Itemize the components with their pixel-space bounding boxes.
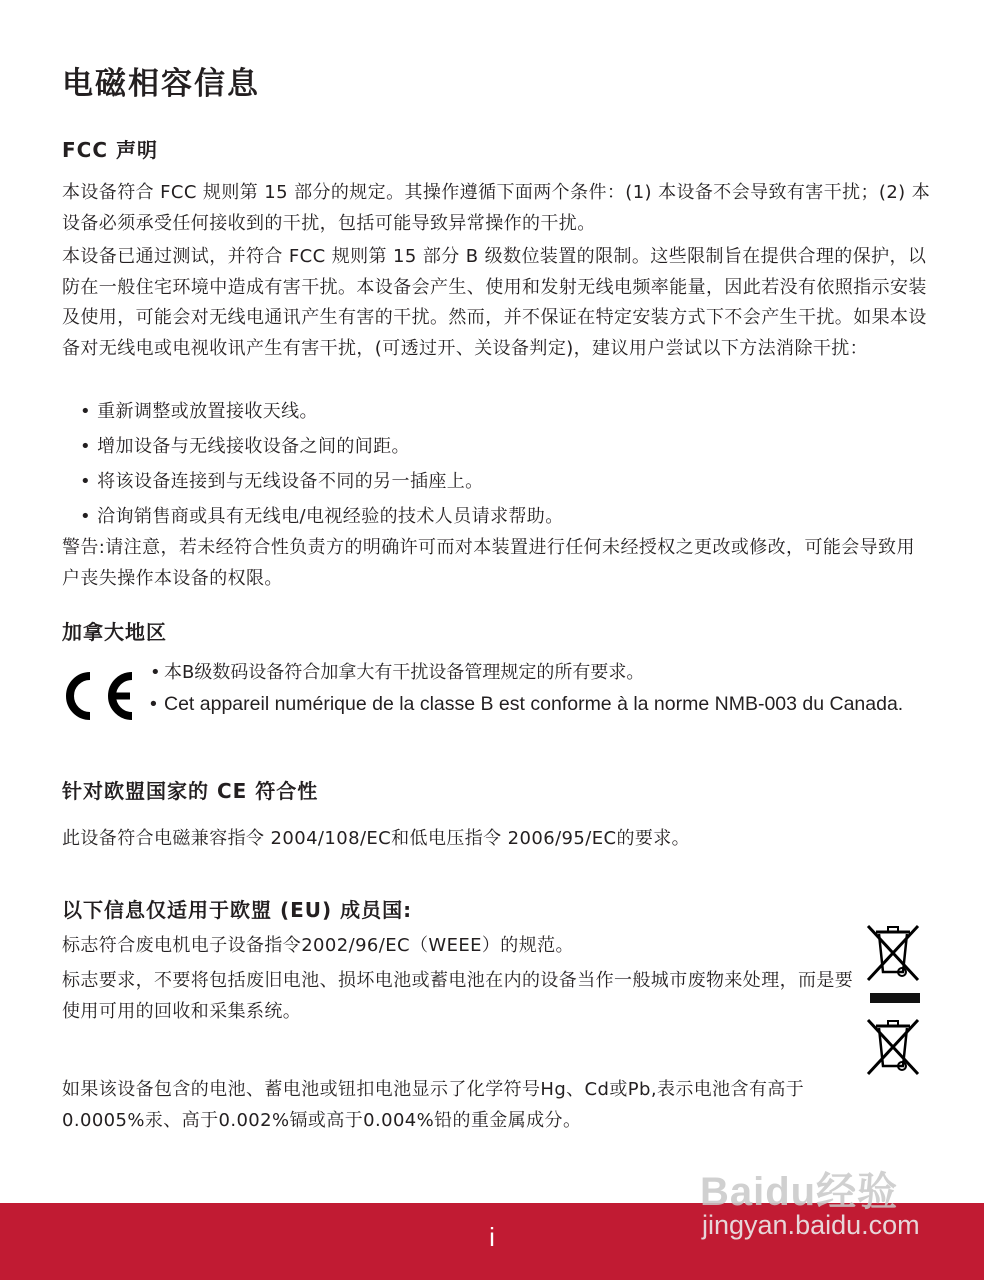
list-item: • Cet appareil numérique de la classe B est conforme à la norme NMB-003 du Canada.: [150, 689, 930, 719]
eu-members-paragraph-2: 标志要求，不要将包括废旧电池、损坏电池或蓄电池在内的设备当作一般城市废物来处理，而是要使用可用的回收和采集系统。: [62, 970, 854, 1022]
list-item: • 本B级数码设备符合加拿大有干扰设备管理规定的所有要求。: [150, 658, 930, 688]
crossed-bin-icon: [862, 922, 924, 986]
eu-members-paragraph-3: 如果该设备包含的电池、蓄电池或钮扣电池显示了化学符号Hg、Cd或Pb,表示电池含有高于0.0005%汞、高于0.002%镉或高于0.004%铅的重金属成分。: [62, 1079, 805, 1131]
canada-list: [150, 658, 930, 720]
watermark-url: jingyan.baidu.com: [702, 1210, 920, 1240]
page-title: 电磁相容信息: [62, 66, 260, 102]
ce-mark-icon: [58, 670, 138, 722]
fcc-paragraph-1: 本设备符合 FCC 规则第 15 部分的规定。其操作遵循下面两个条件：(1) 本设备不会导致有害干扰；(2) 本设备必须承受任何接收到的干扰，包括可能导致异常操作的干扰。: [62, 182, 931, 234]
watermark-logo: Baidu经验: [700, 1170, 899, 1214]
eu-ce-text: 此设备符合电磁兼容指令 2004/108/EC和低电压指令 2006/95/EC的要求。: [62, 828, 691, 849]
fcc-heading: FCC 声明: [62, 138, 158, 162]
fcc-paragraph-2: 本设备已通过测试，并符合 FCC 规则第 15 部分 B 级数位装置的限制。这些限制旨在提供合理的保护，以防在一般住宅环境中造成有害干扰。本设备会产生、使用和发射无线电频率能量，因此若没有依照指示安装及使用，可能会对无线电通讯产生有害的干扰。然而，并不保证在特定安装方式下不会产生干扰。如果本设备对无线电或电视收讯产生有害干扰，(可透过开、关设备判定)，建议用户尝试以下方法消除干扰：: [62, 246, 927, 359]
page-number: i: [489, 1222, 495, 1252]
list-item: • 洽询销售商或具有无线电/电视经验的技术人员请求帮助。: [80, 499, 564, 534]
eu-members-paragraph-1: 标志符合废电机电子设备指令2002/96/EC（WEEE）的规范。: [62, 935, 574, 956]
eu-ce-heading: 针对欧盟国家的 CE 符合性: [62, 779, 319, 803]
fcc-bullet-list: [80, 394, 564, 534]
crossed-bin-icon: [862, 1016, 924, 1080]
canada-heading: 加拿大地区: [62, 620, 167, 644]
list-item: • 将该设备连接到与无线设备不同的另一插座上。: [80, 464, 564, 499]
list-item: • 重新调整或放置接收天线。: [80, 394, 564, 429]
weee-separator-bar: [870, 993, 920, 1003]
list-item: • 增加设备与无线接收设备之间的间距。: [80, 429, 564, 464]
fcc-warning: 警告:请注意，若未经符合性负责方的明确许可而对本装置进行任何未经授权之更改或修改，可能会导致用户丧失操作本设备的权限。: [62, 537, 915, 589]
eu-members-heading: 以下信息仅适用于欧盟 (EU) 成员国:: [62, 898, 413, 922]
